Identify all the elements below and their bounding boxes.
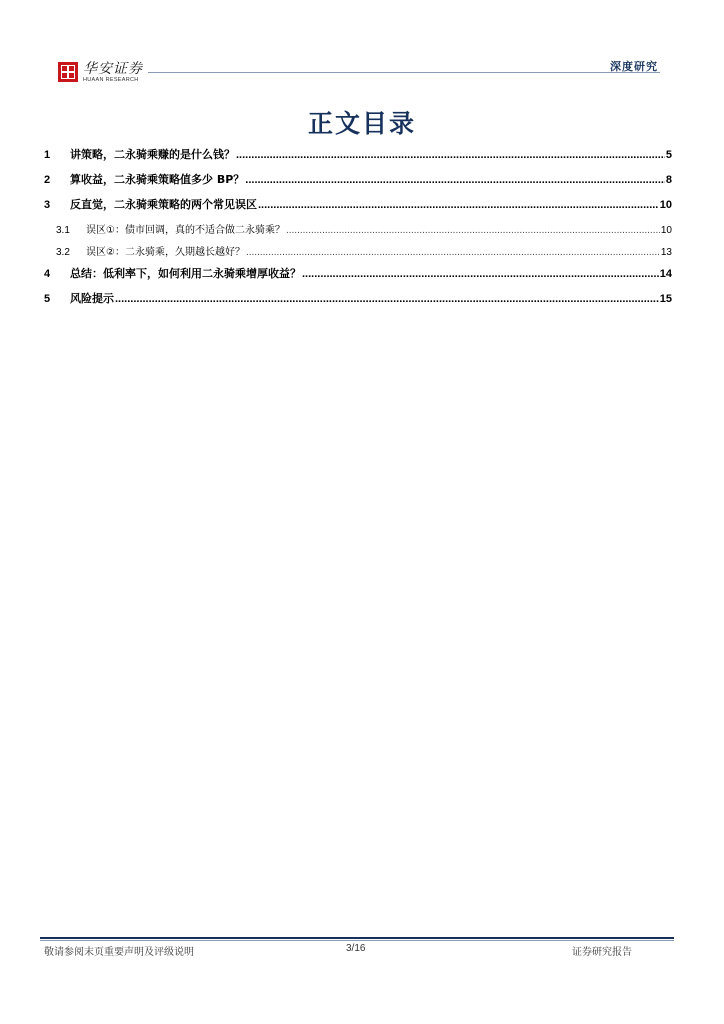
- toc-entry-page: 8: [665, 174, 672, 186]
- toc-entry-text: 算收益，二永骑乘策略值多少 BP？: [70, 173, 245, 186]
- toc-entry-number: 4: [44, 268, 51, 280]
- table-of-contents: [44, 146, 672, 315]
- toc-entry-page: 5: [665, 149, 672, 161]
- header-divider: [148, 72, 660, 73]
- toc-entry-number: 3.1: [56, 225, 70, 236]
- toc-leader-dots: [246, 247, 660, 258]
- toc-title: 正文目录: [307, 109, 416, 138]
- toc-leader-dots: [115, 293, 659, 305]
- toc-entry-page: 14: [659, 268, 672, 280]
- report-type-label: 深度研究: [610, 60, 658, 73]
- toc-entry-page: 15: [659, 293, 672, 305]
- toc-entry-text: 误区①：债市回调，真的不适合做二永骑乘？: [86, 225, 285, 236]
- footer-report-label: 证券研究报告: [572, 947, 632, 958]
- logo-text: [83, 62, 143, 84]
- footer-disclaimer: 敬请参阅末页重要声明及评级说明: [44, 947, 194, 958]
- toc-entry-1[interactable]: [44, 146, 672, 171]
- toc-leader-dots: [245, 174, 665, 186]
- toc-leader-dots: [236, 149, 665, 161]
- toc-leader-dots: [302, 268, 659, 280]
- toc-entry-text: 讲策略，二永骑乘赚的是什么钱？: [70, 148, 235, 161]
- toc-entry-number: 2: [44, 174, 51, 186]
- page-header: [0, 0, 724, 100]
- toc-entry-number: 1: [44, 149, 51, 161]
- toc-entry-2[interactable]: [44, 171, 672, 196]
- toc-entry-text: 总结：低利率下，如何利用二永骑乘增厚收益？: [70, 267, 301, 280]
- toc-entry-page: 10: [659, 199, 672, 211]
- page-number: 3/16: [346, 943, 366, 954]
- toc-entry-number: 5: [44, 293, 51, 305]
- toc-entry-page: 10: [660, 225, 672, 236]
- toc-entry-3[interactable]: [44, 196, 672, 221]
- toc-leader-dots: [286, 225, 660, 236]
- logo-name-en: HUAAN RESEARCH: [83, 77, 139, 83]
- logo-name-cn: 华安证券: [83, 61, 143, 77]
- toc-entry-3-1[interactable]: [44, 221, 672, 243]
- toc-entry-3-2[interactable]: [44, 243, 672, 265]
- footer-divider: [40, 937, 674, 939]
- toc-leader-dots: [258, 199, 659, 211]
- toc-entry-text: 风险提示: [70, 292, 114, 305]
- toc-entry-number: 3: [44, 199, 51, 211]
- logo-mark-icon: [58, 62, 78, 82]
- toc-entry-number: 3.2: [56, 247, 70, 258]
- toc-entry-page: 13: [660, 247, 672, 258]
- footer-divider-thin: [40, 940, 674, 941]
- toc-entry-text: 反直觉，二永骑乘策略的两个常见误区: [70, 198, 257, 211]
- toc-entry-5[interactable]: [44, 290, 672, 315]
- toc-entry-text: 误区②：二永骑乘，久期越长越好？: [86, 247, 245, 258]
- company-logo: [58, 62, 143, 84]
- toc-entry-4[interactable]: [44, 265, 672, 290]
